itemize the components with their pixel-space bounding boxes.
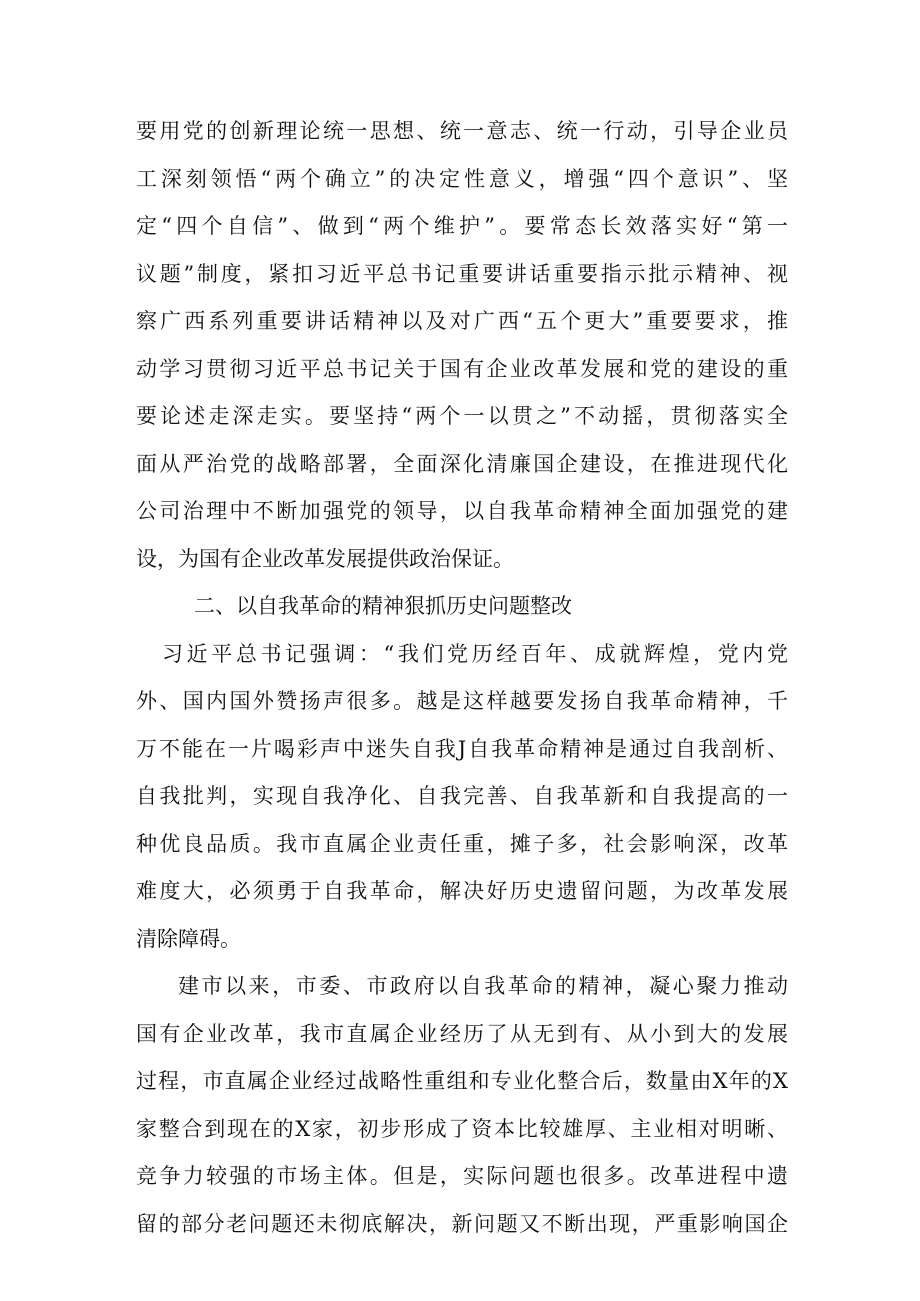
text-line: 要论述走深走实。要坚持“两个一以贯之”不动摇，贯彻落实全 [136, 404, 788, 428]
text-line: 种优良品质。我市直属企业责任重，摊子多，社会影响深，改革 [136, 831, 788, 856]
text-line: 工深刻领悟“两个确立”的决定性意义，增强“四个意识”、坚 [136, 166, 788, 191]
text-line: 难度大，必须勇于自我革命，解决好历史遗留问题，为改革发展 [136, 879, 788, 903]
text-line: 清除障碍。 [136, 926, 241, 951]
text-line: 竞争力较强的市场主体。但是，实际问题也很多。改革进程中遗 [136, 1164, 788, 1188]
text-line: 面从严治党的战略部署，全面深化清廉国企建设，在推进现代化 [136, 451, 788, 476]
text-line: 察广西系列重要讲话精神以及对广西“五个更大”重要要求，推 [136, 309, 788, 333]
text-line: 公司治理中不断加强党的领导，以自我革命精神全面加强党的建 [136, 499, 788, 523]
section-heading: 二、以自我革命的精神狠抓历史问题整改 [194, 594, 572, 618]
text-line: 建市以来，市委、市政府以自我革命的精神，凝心聚力推动 [178, 974, 788, 998]
text-line: 自我批判，实现自我净化、自我完善、自我革新和自我提高的一 [136, 784, 788, 808]
text-line: 议题”制度，紧扣习近平总书记重要讲话重要指示批示精神、视 [136, 261, 788, 286]
text-line: 设，为国有企业改革发展提供政治保证。 [136, 546, 514, 571]
document-body [136, 108, 788, 1248]
text-line: 万不能在一片喝彩声中迷失自我J自我革命精神是通过自我剖析、 [136, 736, 788, 761]
text-line: 要用党的创新理论统一思想、统一意志、统一行动，引导企业员 [136, 119, 788, 143]
text-line: 定“四个自信”、做到“两个维护”。要常态长效落实好“第一 [136, 214, 788, 238]
text-line: 过程，市直属企业经过战略性重组和专业化整合后，数量由X年的X [136, 1069, 788, 1093]
text-line: 家整合到现在的X家，初步形成了资本比较雄厚、主业相对明晰、 [136, 1116, 788, 1141]
text-line: 国有企业改革，我市直属企业经历了从无到有、从小到大的发展 [136, 1021, 788, 1046]
text-line: 留的部分老问题还未彻底解决，新问题又不断出现，严重影响国企 [136, 1211, 788, 1236]
text-line: 动学习贯彻习近平总书记关于国有企业改革发展和党的建设的重 [136, 356, 788, 381]
text-line: 习近平总书记强调：“我们党历经百年、成就辉煌，党内党 [162, 641, 788, 666]
text-line: 外、国内国外赞扬声很多。越是这样越要发扬自我革命精神，千 [136, 689, 788, 713]
